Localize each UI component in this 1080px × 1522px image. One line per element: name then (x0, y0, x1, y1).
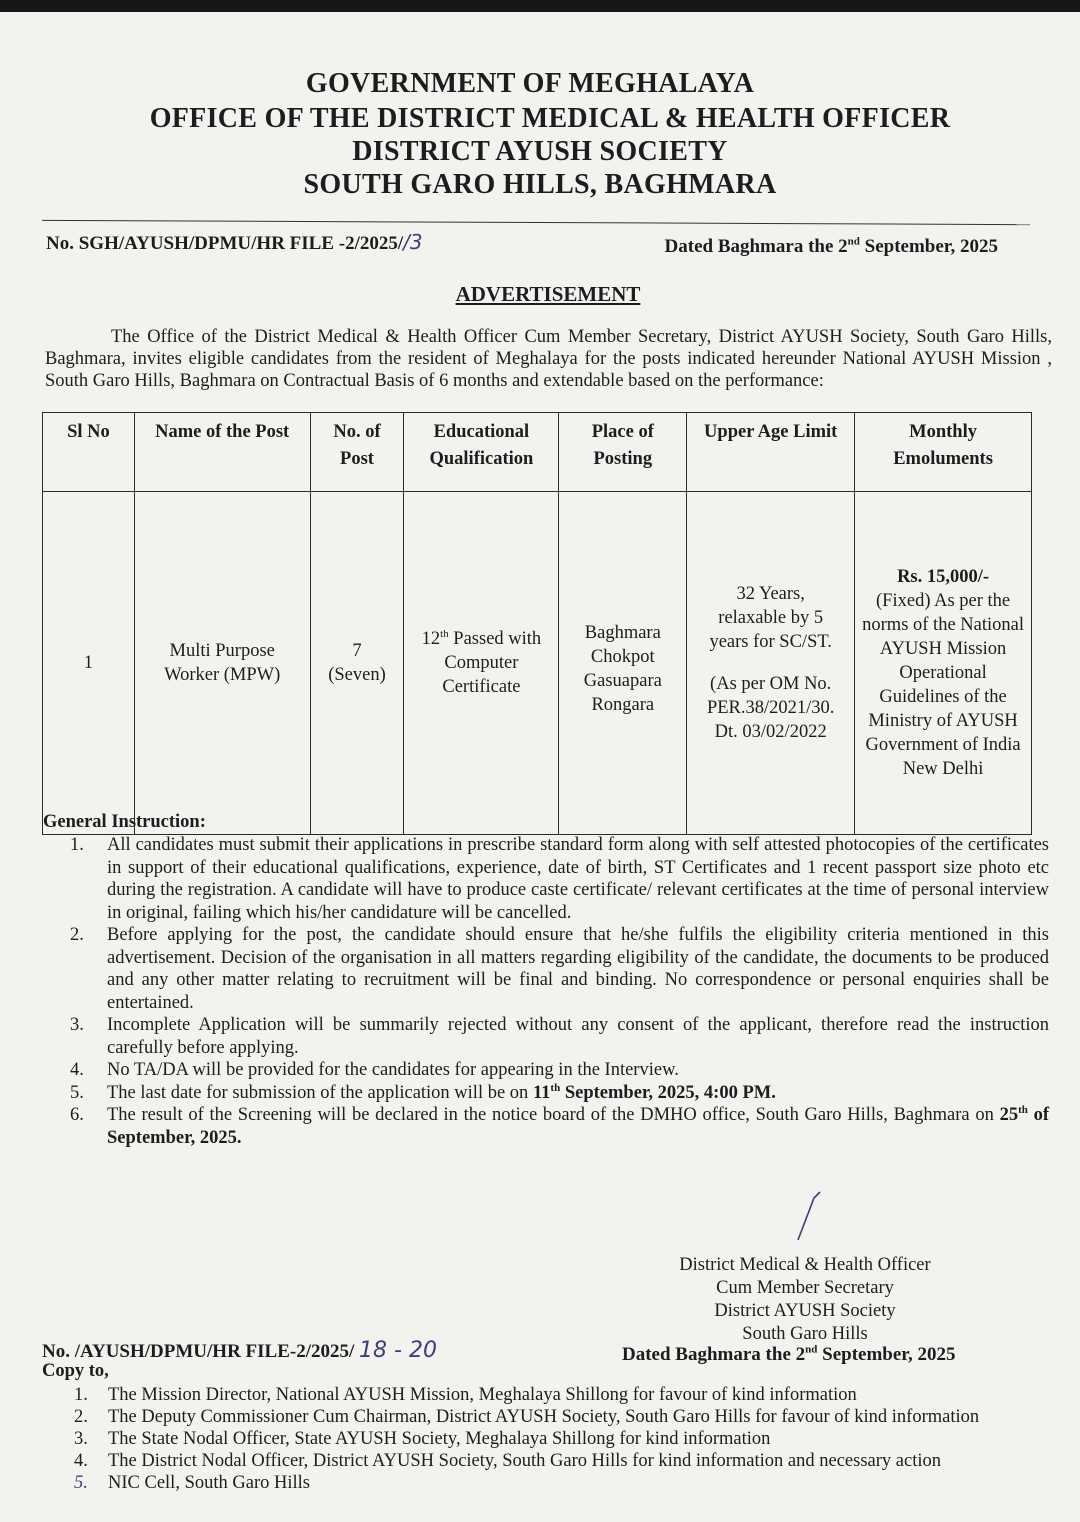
item-number: 1. (74, 1385, 88, 1405)
list-item (70, 834, 1049, 924)
signatory-line3: District AYUSH Society (714, 1301, 896, 1321)
col-post-name: Name of the Post (134, 413, 310, 492)
age-line5: PER.38/2021/30. (706, 698, 835, 718)
col-emoluments: Monthly Emoluments (855, 413, 1032, 492)
result-day: 25 (999, 1105, 1019, 1125)
col-age-limit: Upper Age Limit (687, 413, 855, 492)
item-number: 4. (70, 1060, 84, 1080)
item-number: 1. (70, 835, 84, 855)
qual-num: 12 (421, 629, 441, 649)
copy-reference-number (42, 1338, 437, 1363)
item-text: The result of the Screening will be declared in the notice board of the DMHO office, South Garo Hills, Baghmara on (107, 1105, 1000, 1125)
signatory-line4: South Garo Hills (742, 1324, 868, 1344)
emoluments-amount: Rs. 15,000/- (897, 567, 990, 587)
table-header-row (43, 413, 1032, 492)
intro-paragraph: The Office of the District Medical & Health Officer Cum Member Secretary, District AYUSH Society, South Garo Hills, Baghmara, invites eligible candidates from the resident of Meghalaya for the posts indicated hereunder National AYUSH Mission , South Garo Hills, Baghmara on Contractual Basis of 6 months and extendable based on the performance: (45, 327, 1052, 391)
col-qualification: Educational Qualification (404, 413, 559, 492)
result-rest: of September, 2025. (107, 1105, 1049, 1148)
cell-post-name: Multi Purpose Worker (MPW) (134, 492, 310, 835)
signatory-line2: Cum Member Secretary (716, 1278, 894, 1298)
item-text: The State Nodal Officer, State AYUSH Society, Meghalaya Shillong for kind information (108, 1429, 771, 1449)
item-number: 5. (70, 1082, 84, 1103)
place-gasuapara: Gasuapara (583, 671, 662, 691)
item-number: 3. (74, 1429, 88, 1449)
list-item (74, 1428, 1024, 1450)
list-item (74, 1450, 1024, 1472)
posts-table (42, 412, 1032, 835)
item-number: 5. (74, 1473, 88, 1493)
item-text: Before applying for the post, the candidate should ensure that he/she fulfils the eligibility criteria mentioned in this advertisement. Decision of the organisation in all matters regarding eligibility of the candidate, the documents to be produced and any other matter relating to recruitment will be final and binding. No correspondence or personal enquiries shall be entertained. (107, 925, 1049, 1013)
item-text: The District Nodal Officer, District AYUSH Society, South Garo Hills for kind information and necessary action (108, 1451, 941, 1471)
general-instruction-list (70, 834, 1049, 1149)
list-item (74, 1472, 1024, 1494)
item-number: 6. (70, 1105, 84, 1125)
date-prefix: Dated Baghmara the 2 (664, 236, 848, 257)
age-line3: years for SC/ST. (709, 632, 832, 652)
copy-date-suffix: September, 2025 (817, 1344, 956, 1365)
list-item (74, 1406, 1024, 1428)
item-text: No TA/DA will be provided for the candidates for appearing in the Interview. (107, 1060, 679, 1080)
post-count-words: (Seven) (328, 665, 386, 685)
age-line4: (As per OM No. (710, 674, 832, 694)
item-text: NIC Cell, South Garo Hills (108, 1473, 310, 1493)
signature-mark (792, 1190, 822, 1242)
list-item (70, 1059, 1049, 1082)
age-line2: relaxable by 5 (718, 608, 824, 628)
place-chokpot: Chokpot (590, 647, 655, 667)
col-place: Place of Posting (559, 413, 687, 492)
list-item (74, 1384, 1024, 1406)
item-number: 4. (74, 1451, 88, 1471)
place-rongara: Rongara (591, 695, 655, 715)
list-item (70, 1082, 1049, 1105)
signatory-block (640, 1254, 970, 1346)
qualification-line1 (410, 627, 552, 651)
cell-place (559, 492, 687, 835)
deadline-rest: September, 2025, 4:00 PM. (560, 1082, 776, 1103)
reference-number-text: No. SGH/AYUSH/DPMU/HR FILE -2/2025/ (46, 233, 404, 254)
qual-sup: th (440, 627, 449, 640)
header-location: SOUTH GARO HILLS, BAGHMARA (303, 169, 777, 200)
table-row (43, 492, 1032, 835)
age-line6: Dt. 03/02/2022 (714, 722, 827, 742)
copy-date-sup: nd (805, 1343, 818, 1356)
item-text: The Mission Director, National AYUSH Mission, Meghalaya Shillong for favour of kind information (108, 1385, 857, 1405)
age-line1: 32 Years, (736, 584, 805, 604)
qualification-line3: Certificate (442, 677, 521, 697)
copy-reference-text: No. /AYUSH/DPMU/HR FILE-2/2025/ (42, 1341, 355, 1362)
list-item (70, 1104, 1049, 1149)
copy-to-list (74, 1384, 1024, 1494)
signatory-line1: District Medical & Health Officer (679, 1255, 931, 1275)
reference-number (46, 230, 423, 255)
copy-to-label: Copy to, (42, 1361, 109, 1381)
copy-reference-date (622, 1344, 955, 1366)
reference-date (665, 236, 998, 258)
deadline-text (533, 1083, 776, 1103)
col-sl-no: Sl No (43, 413, 135, 492)
item-text: The Deputy Commissioner Cum Chairman, District AYUSH Society, South Garo Hills for favour of kind information (108, 1407, 980, 1427)
item-number: 2. (70, 925, 84, 945)
date-suffix: September, 2025 (859, 236, 998, 257)
place-baghmara: Baghmara (584, 623, 661, 643)
qual-rest: Passed with (448, 629, 542, 649)
general-instruction-title: General Instruction: (43, 812, 206, 832)
col-post-count: No. of Post (310, 413, 404, 492)
header-government: GOVERNMENT OF MEGHALAYA (305, 68, 755, 99)
header-office: OFFICE OF THE DISTRICT MEDICAL & HEALTH OFFICER (149, 103, 951, 134)
list-item (70, 1014, 1049, 1059)
copy-date-prefix: Dated Baghmara the 2 (622, 1344, 806, 1365)
deadline-day: 11 (532, 1082, 551, 1103)
deadline-sup: th (550, 1081, 561, 1094)
top-dark-border (0, 0, 1080, 12)
document-title: ADVERTISEMENT (455, 282, 641, 306)
copy-reference-handwritten: 18 - 20 (359, 1338, 437, 1363)
result-sup: th (1018, 1103, 1028, 1116)
cell-post-count (310, 492, 404, 835)
cell-sl-no: 1 (43, 492, 135, 835)
list-item (70, 924, 1049, 1014)
qualification-line2: Computer (444, 653, 519, 673)
item-number: 3. (70, 1015, 84, 1035)
date-sup: nd (847, 235, 860, 248)
cell-age-limit (687, 492, 855, 835)
item-text: Incomplete Application will be summarily rejected without any consent of the applicant, therefore read the instruction carefully before applying. (107, 1015, 1049, 1058)
post-count-number: 7 (352, 641, 362, 661)
item-text: All candidates must submit their applications in prescribe standard form along with self attested photocopies of the certificates in support of their educational qualifications, experience, date of birth, ST Certificates and 1 recent passport size photo etc during the registration. A candidate will have to produce caste certificate/ relevant certificates at the time of personal interview in original, failing which his/her candidature will be cancelled. (107, 835, 1049, 923)
emoluments-text: (Fixed) As per the norms of the National AYUSH Mission Operational Guidelines of the Ministry of AYUSH Government of India New Delhi (862, 591, 1024, 779)
cell-qualification (404, 492, 559, 835)
reference-handwritten: /3 (403, 230, 423, 254)
cell-emoluments (855, 492, 1032, 835)
header-society: DISTRICT AYUSH SOCIETY (352, 136, 728, 167)
item-text: The last date for submission of the application will be on (107, 1082, 533, 1103)
item-number: 2. (74, 1407, 88, 1427)
